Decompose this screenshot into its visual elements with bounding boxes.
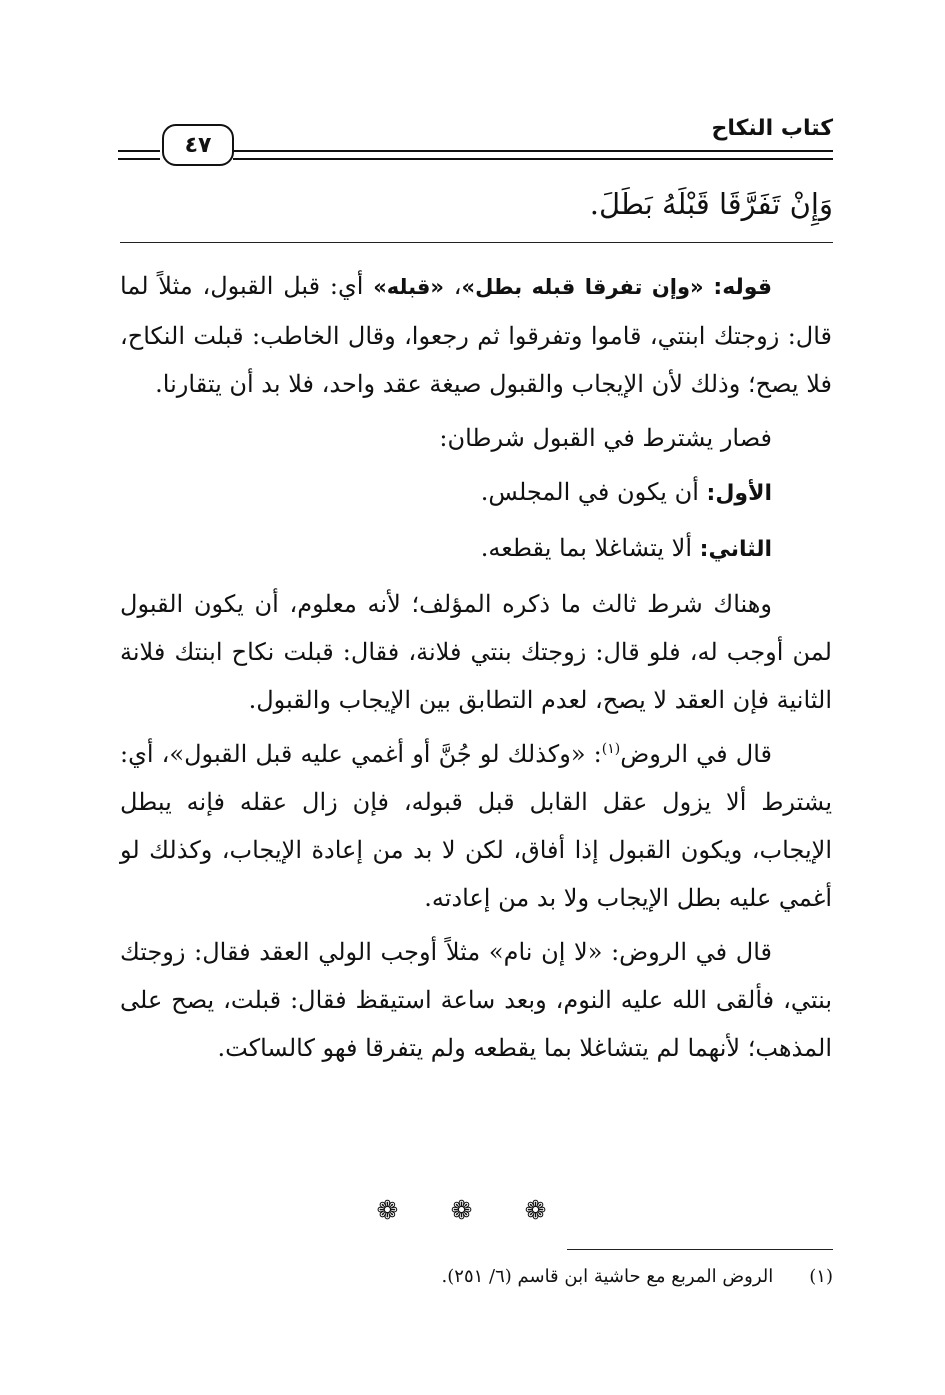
separator: ، — [443, 272, 462, 300]
header-rule-left — [118, 150, 160, 160]
paragraph-text: ألا يتشاغلا بما يقطعه. — [480, 534, 700, 562]
matn-text: وَإِنْ تَفَرَّقَا قَبْلَهُ بَطَلَ. — [589, 187, 833, 221]
footnote-text: الروض المربع مع حاشية ابن قاسم (٦/ ٢٥١). — [441, 1266, 774, 1287]
footnote-number: (١) — [809, 1266, 833, 1287]
lead-word: قوله: — [713, 275, 773, 300]
commentary-body — [120, 262, 832, 1078]
quotation: «وإن تفرقا قبله بطل» — [461, 275, 704, 299]
paragraph-1 — [120, 262, 832, 408]
paragraph-7: قال في الروض: «لا إن نام» مثلاً أوجب الولي العقد فقال: زوجتك بنتي، فألقى الله عليه النوم، وبعد ساعة استيقظ فقال: قبلت، يصح على المذهب؛ لأنهما لم يتشاغلا بما يقطعه ولم يتفرقا فهو كالساكت. — [120, 938, 832, 1062]
lead-word: الأول: — [706, 481, 772, 506]
page-number: ٤٧ — [162, 124, 234, 166]
paragraph-3 — [120, 468, 832, 518]
lead-word: الثاني: — [699, 537, 772, 562]
paragraph-text: : «وكذلك لو جُنَّ أو أغمي عليه قبل القبول»، أي: يشترط ألا يزول عقل القابل قبل قبوله، فإن زال عقله فإنه يبطل الإيجاب، ويكون القبول إذا أفاق، لكن لا بد من إعادة الإيجاب، وكذلك لو أغمي عليه بطل الإيجاب ولا بد من إعادته. — [120, 740, 832, 912]
paragraph-text: أن يكون في المجلس. — [480, 478, 707, 506]
book-title: كتاب النكاح — [711, 116, 833, 141]
header-rule-right — [233, 150, 833, 160]
section-ornament: ❁ ❁ ❁ — [376, 1196, 569, 1226]
paragraph-2: فصار يشترط في القبول شرطان: — [439, 424, 772, 452]
paragraph-5: وهناك شرط ثالث ما ذكره المؤلف؛ لأنه معلوم، أن يكون القبول لمن أوجب له، فلو قال: زوجتك بنتي فلانة، فقال: قبلت نكاح ابنتك فلانة الثانية فإن العقد لا يصح، لعدم التطابق بين الإيجاب والقبول. — [120, 590, 832, 714]
paragraph-text: قال في الروض — [620, 740, 772, 768]
paragraph-text: أي: قبل القبول، مثلاً لما قال: زوجتك ابنتي، قاموا وتفرقوا ثم رجعوا، وقال الخاطب: قبلت النكاح، فلا يصح؛ وذلك لأن الإيجاب والقبول صيغة عقد واحد، فلا بد أن يتقارنا. — [120, 272, 832, 398]
footnote-rule — [567, 1249, 833, 1250]
paragraph-4 — [120, 524, 832, 574]
matn-divider — [120, 242, 833, 243]
footnote — [442, 1262, 833, 1292]
running-header — [118, 112, 833, 164]
quotation: «قبله» — [373, 275, 444, 299]
footnote-reference[interactable]: (١) — [601, 741, 621, 757]
paragraph-6 — [120, 730, 832, 922]
